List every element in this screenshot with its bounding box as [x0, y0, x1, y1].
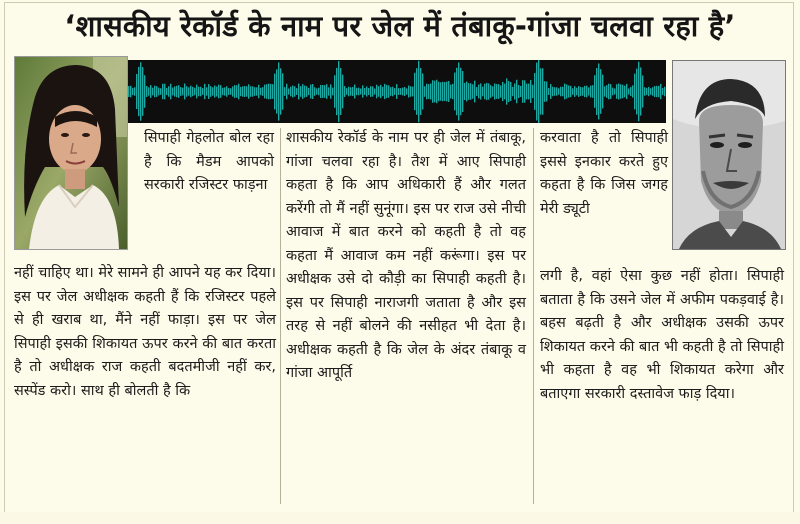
waveform-bar	[244, 86, 245, 97]
waveform-bar	[198, 87, 199, 97]
waveform-bar	[220, 85, 221, 98]
waveform-bar	[370, 86, 371, 97]
waveform-bar	[420, 68, 421, 115]
waveform-bar	[482, 87, 483, 97]
waveform-bar	[450, 85, 451, 99]
waveform-bar	[448, 81, 449, 102]
waveform-bar	[500, 85, 501, 97]
waveform-bar	[212, 87, 213, 95]
waveform-bar	[546, 82, 547, 102]
waveform-bar	[642, 75, 643, 107]
waveform-bar	[282, 73, 283, 109]
waveform-bar	[188, 87, 189, 95]
waveform-bar	[616, 84, 617, 98]
waveform-bar	[360, 88, 361, 94]
waveform-bar	[280, 68, 281, 114]
waveform-bar	[540, 68, 541, 114]
waveform-bar	[580, 87, 581, 96]
waveform-bar	[574, 86, 575, 97]
waveform-bar	[582, 87, 583, 95]
waveform-bar	[606, 85, 607, 98]
waveform-bar	[342, 75, 343, 109]
waveform-bar	[422, 73, 423, 109]
waveform-bar	[288, 88, 289, 94]
waveform-bar	[316, 88, 317, 94]
waveform-bar	[322, 85, 323, 98]
waveform-bar	[164, 84, 165, 100]
waveform-bar	[612, 88, 613, 96]
waveform-bar	[324, 85, 325, 98]
waveform-bar	[588, 87, 589, 95]
waveform-bar	[336, 68, 337, 115]
waveform-bar	[442, 82, 443, 101]
waveform-bar	[264, 85, 265, 99]
waveform-bar	[524, 80, 525, 102]
waveform-bar	[604, 86, 605, 96]
waveform-bar	[402, 88, 403, 96]
waveform-bar	[144, 75, 145, 107]
waveform-bar	[536, 63, 537, 121]
waveform-bar	[652, 87, 653, 96]
waveform-bar	[372, 86, 373, 96]
column-divider	[533, 128, 534, 504]
waveform-bar	[354, 85, 355, 99]
waveform-bar	[462, 71, 463, 112]
article-headline: ‘शासकीय रेकॉर्ड के नाम पर जेल में तंबाकू-गांजा चलवा रहा है’	[64, 9, 736, 43]
waveform-bar	[216, 86, 217, 96]
waveform-bar	[428, 84, 429, 99]
waveform-bar	[154, 86, 155, 98]
waveform-bar	[438, 82, 439, 102]
waveform-bar	[248, 84, 249, 98]
paragraph: शासकीय रेकॉर्ड के नाम पर ही जेल में तंबाकू, गांजा चलवा रहा है। तैश में आए सिपाही कहता है कि आप अधिकारी हैं और गलत करेंगी तो मैं नहीं सुनूंगा। इस पर राज उसे नीची आवाज में बात करने को कहती है तो वह कहता मैं आवाज कम नहीं करूंगा। इस पर अधीक्षक उसे दो कौड़ी का सिपाही कहती है। इस पर सिपाही नाराजगी जताता है और इस तरह से नहीं बोलने की नसीहत भी देता है। अधीक्षक कहती है कि जेल के अंदर तंबाकू व गांजा आपूर्ति	[286, 130, 526, 381]
waveform-bar	[454, 73, 455, 111]
waveform-bar	[602, 75, 603, 109]
waveform-bar	[542, 68, 543, 115]
waveform-bar	[458, 62, 459, 120]
waveform-bar	[516, 80, 517, 103]
waveform-bar	[476, 87, 477, 96]
waveform-bar	[386, 85, 387, 98]
waveform-bar	[340, 68, 341, 115]
waveform-bar	[644, 87, 645, 95]
waveform-bar	[614, 88, 615, 94]
waveform-bar	[494, 83, 495, 99]
waveform-bar	[350, 87, 351, 95]
waveform-bar	[204, 84, 205, 99]
paragraph: लगी है, वहां ऐसा कुछ नहीं होता। सिपाही बताता है कि उसने जेल में अफीम पकड़वाई है। बहस बढ़ती है और अधीक्षक उसकी ऊपर शिकायत करने की बात भी कहती है तो सिपाही भी कहता है वह भी शिकायत करेगा और बताएगा सरकारी दस्तावेज फाड़ दिया।	[540, 268, 784, 402]
waveform-bar	[408, 85, 409, 97]
waveform-bar	[284, 87, 285, 96]
waveform-bar	[650, 88, 651, 95]
waveform-bar	[296, 88, 297, 95]
waveform-bar	[572, 88, 573, 95]
waveform-bar	[418, 61, 419, 122]
waveform-bar	[538, 60, 539, 123]
waveform-bar	[600, 69, 601, 114]
waveform-bar	[146, 86, 147, 97]
waveform-bar	[160, 88, 161, 95]
waveform-bar	[268, 84, 269, 100]
waveform-bar	[304, 86, 305, 98]
waveform-bar	[200, 87, 201, 97]
waveform-bar	[256, 87, 257, 95]
waveform-bar	[392, 87, 393, 97]
waveform-bar	[366, 86, 367, 96]
waveform-bar	[534, 73, 535, 110]
waveform-bar	[224, 87, 225, 95]
waveform-bar	[294, 86, 295, 96]
waveform-bar	[246, 86, 247, 96]
waveform-bar	[634, 74, 635, 110]
waveform-bar	[528, 84, 529, 100]
waveform-bar	[522, 80, 523, 103]
waveform-bar	[196, 85, 197, 99]
paragraph: नहीं चाहिए था। मेरे सामने ही आपने यह कर दिया। इस पर जेल अधीक्षक कहती हैं कि रजिस्टर पहले से ही खराब था, मैंने नहीं फाड़ा। इस पर जेल सिपाही इसकी शिकायत ऊपर करने की बात करता है तो अधीक्षक राज कहती बदतमीजी नहीं कर, सस्पेंड करो। साथ ही बोलती है कि	[14, 265, 276, 399]
waveform-bar	[598, 63, 599, 119]
waveform-bar	[174, 86, 175, 96]
article-column-3-bottom	[540, 265, 784, 406]
waveform-bar	[364, 88, 365, 95]
waveform-bar	[562, 87, 563, 96]
waveform-bar	[346, 88, 347, 95]
waveform-bar	[576, 88, 577, 96]
waveform-bar	[270, 84, 271, 99]
waveform-bar	[568, 85, 569, 97]
waveform-bar	[356, 88, 357, 95]
waveform-bar	[180, 87, 181, 96]
waveform-bar	[130, 86, 131, 98]
waveform-bar	[632, 85, 633, 97]
waveform-bar	[584, 86, 585, 97]
waveform-bar	[452, 84, 453, 99]
waveform-bar	[492, 86, 493, 96]
waveform-bar	[238, 84, 239, 100]
waveform-bar	[298, 84, 299, 100]
waveform-bar	[186, 86, 187, 96]
waveform-bar	[466, 82, 467, 102]
waveform-bar	[564, 84, 565, 100]
waveform-bar	[252, 86, 253, 96]
waveform-bar	[544, 81, 545, 102]
waveform-bar	[228, 88, 229, 95]
waveform-bar	[310, 85, 311, 99]
waveform-bar	[626, 84, 627, 99]
waveform-bar	[654, 86, 655, 97]
waveform-bar	[162, 84, 163, 99]
waveform-bar	[444, 82, 445, 101]
waveform-bar	[404, 87, 405, 96]
waveform-bar	[570, 86, 571, 97]
waveform-bar	[320, 85, 321, 98]
waveform-bar	[278, 62, 279, 120]
waveform-bar	[488, 83, 489, 99]
waveform-bar	[326, 84, 327, 99]
waveform-bar	[472, 84, 473, 98]
waveform-bar	[594, 75, 595, 108]
waveform-bar	[172, 88, 173, 96]
waveform-bar	[382, 87, 383, 96]
waveform-bar	[192, 87, 193, 96]
waveform-bar	[210, 86, 211, 97]
waveform-bar	[426, 84, 427, 100]
waveform-bar	[532, 85, 533, 98]
waveform-bar	[510, 82, 511, 101]
waveform-bar	[150, 85, 151, 98]
waveform-bar	[338, 61, 339, 122]
waveform-bar	[660, 84, 661, 99]
waveform-bar	[432, 80, 433, 102]
waveform-bar	[590, 86, 591, 98]
waveform-bar	[306, 86, 307, 97]
paragraph: सिपाही गेहलोत बोल रहा है कि मैडम आपको सरकारी रजिस्टर फाड़ना	[144, 130, 274, 193]
waveform-bar	[176, 86, 177, 98]
waveform-bar	[618, 84, 619, 100]
waveform-bar	[560, 87, 561, 97]
waveform-bar	[636, 69, 637, 115]
waveform-bar	[400, 88, 401, 95]
waveform-bar	[664, 87, 665, 97]
waveform-bar	[506, 78, 507, 104]
waveform-bar	[240, 87, 241, 96]
waveform-bar	[630, 87, 631, 96]
waveform-bar	[398, 88, 399, 95]
waveform-bar	[512, 87, 513, 96]
waveform-bar	[352, 87, 353, 96]
waveform-bar	[368, 88, 369, 95]
waveform-bar	[314, 87, 315, 96]
page-bottom-edge	[0, 512, 800, 524]
waveform-bar	[262, 87, 263, 96]
waveform-bar	[170, 84, 171, 100]
waveform-bar	[274, 74, 275, 110]
waveform-bar	[622, 85, 623, 99]
waveform-bar	[648, 87, 649, 96]
waveform-bar	[374, 88, 375, 94]
waveform-bar	[592, 85, 593, 98]
waveform-bar	[518, 85, 519, 98]
waveform-bar	[136, 74, 137, 109]
article-column-1-bottom	[14, 262, 276, 403]
waveform-bar	[440, 82, 441, 100]
waveform-bar	[646, 88, 647, 95]
waveform-bar	[620, 84, 621, 98]
waveform-bar	[550, 84, 551, 99]
waveform-bar	[406, 88, 407, 94]
waveform-bar	[232, 86, 233, 96]
waveform-bar	[608, 84, 609, 100]
waveform-bar	[470, 83, 471, 99]
waveform-bar	[158, 88, 159, 96]
waveform-bar	[556, 87, 557, 95]
waveform-bar	[662, 88, 663, 95]
waveform-bar	[208, 84, 209, 99]
waveform-bar	[640, 67, 641, 115]
waveform-bar	[236, 85, 237, 97]
waveform-bar	[132, 88, 133, 95]
waveform-bar	[138, 67, 139, 116]
waveform-bar	[410, 86, 411, 96]
waveform-bar	[552, 87, 553, 96]
waveform-bar	[190, 86, 191, 97]
waveform-bar	[414, 73, 415, 110]
waveform-bar	[558, 88, 559, 95]
waveform-bar	[276, 69, 277, 113]
waveform-bar	[656, 86, 657, 97]
waveform-bar	[480, 83, 481, 99]
waveform-bar	[378, 86, 379, 97]
waveform-bar	[486, 83, 487, 100]
portrait-photo-woman	[14, 56, 128, 250]
waveform-bar	[302, 84, 303, 99]
waveform-bar	[530, 80, 531, 103]
waveform-bar	[456, 68, 457, 115]
waveform-bar	[250, 86, 251, 97]
waveform-bar	[412, 87, 413, 97]
waveform-bar	[318, 88, 319, 96]
waveform-bar	[168, 86, 169, 96]
article-column-2	[286, 127, 526, 386]
waveform-bar	[514, 83, 515, 99]
waveform-bar	[464, 83, 465, 100]
waveform-bar	[344, 86, 345, 97]
waveform-bar	[376, 85, 377, 99]
waveform-bar	[266, 84, 267, 99]
waveform-bar	[242, 86, 243, 96]
waveform-bar	[182, 88, 183, 96]
waveform-bar	[520, 86, 521, 97]
waveform-bar	[424, 86, 425, 97]
waveform-bar	[460, 68, 461, 116]
waveform-bar	[394, 88, 395, 95]
waveform-bar	[142, 67, 143, 116]
waveform-bar	[388, 85, 389, 97]
waveform-bar	[226, 86, 227, 97]
waveform-bar	[184, 84, 185, 100]
waveform-bar	[156, 86, 157, 97]
waveform-bar	[446, 82, 447, 102]
waveform-bar	[384, 84, 385, 99]
waveform-bar	[502, 82, 503, 101]
waveform-bar	[578, 86, 579, 97]
waveform-bar	[254, 87, 255, 96]
waveform-bar	[478, 85, 479, 99]
waveform-bar	[390, 87, 391, 96]
waveform-bar	[362, 85, 363, 97]
paragraph: करवाता है तो सिपाही इससे इनकार करते हुए कहता है कि जिस जगह मेरी ड्यूटी	[540, 130, 668, 217]
waveform-bar	[658, 86, 659, 97]
waveform-bar	[434, 81, 435, 103]
waveform-bar	[308, 88, 309, 95]
article-column-3-top	[540, 127, 668, 221]
waveform-bar	[586, 86, 587, 98]
waveform-bar	[416, 68, 417, 115]
waveform-bar	[166, 88, 167, 95]
waveform-bar	[206, 87, 207, 95]
waveform-bar	[128, 86, 129, 97]
waveform-bar	[628, 88, 629, 94]
waveform-bar	[300, 86, 301, 97]
waveform-bar	[358, 88, 359, 96]
waveform-bar	[496, 84, 497, 99]
article-column-1-top	[144, 127, 274, 198]
waveform-bar	[214, 85, 215, 97]
waveform-bar	[140, 62, 141, 120]
waveform-bar	[312, 84, 313, 99]
waveform-bar	[202, 88, 203, 95]
waveform-bar	[396, 84, 397, 99]
waveform-bar	[380, 85, 381, 98]
waveform-bar	[526, 84, 527, 100]
waveform-bar	[508, 81, 509, 102]
waveform-bar	[134, 87, 135, 95]
waveform-bar	[292, 86, 293, 98]
waveform-bar	[260, 88, 261, 95]
waveform-bar	[548, 88, 549, 95]
waveform-bar	[638, 62, 639, 122]
waveform-bar	[272, 84, 273, 99]
waveform-bar	[490, 85, 491, 98]
waveform-bar	[234, 85, 235, 98]
waveform-bar	[218, 85, 219, 99]
waveform-bar	[436, 80, 437, 104]
waveform-bar	[474, 81, 475, 103]
waveform-bar	[566, 84, 567, 98]
waveform-bar	[610, 84, 611, 99]
waveform-bar	[430, 83, 431, 99]
waveform-bar	[332, 88, 333, 96]
waveform-bar	[498, 84, 499, 99]
waveform-bar	[230, 88, 231, 94]
waveform-bar	[330, 84, 331, 98]
portrait-photo-man	[672, 60, 786, 250]
waveform-bar	[504, 84, 505, 100]
waveform-bar	[258, 85, 259, 98]
waveform-bar	[334, 75, 335, 107]
waveform-bar	[484, 84, 485, 100]
waveform-bar	[348, 87, 349, 97]
waveform-bar	[624, 86, 625, 98]
waveform-bar	[178, 85, 179, 98]
waveform-bar	[194, 88, 195, 96]
waveform-bar	[596, 68, 597, 115]
waveform-bar	[328, 87, 329, 95]
waveform-bar	[290, 87, 291, 97]
waveform-bar	[148, 87, 149, 95]
waveform-bar	[152, 88, 153, 96]
audio-waveform-graphic	[128, 60, 666, 123]
waveform-bar	[468, 83, 469, 100]
waveform-bar	[554, 87, 555, 95]
column-divider	[280, 128, 281, 504]
waveform-bar	[286, 84, 287, 100]
waveform-bar	[222, 88, 223, 95]
